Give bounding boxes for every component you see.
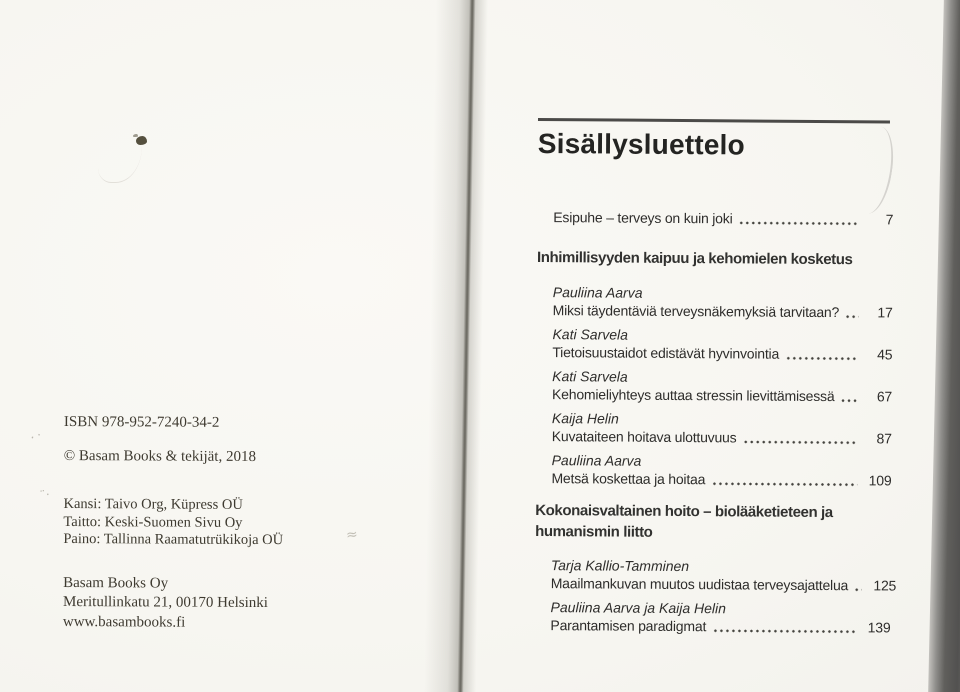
toc-entry (550, 556, 897, 595)
publisher-name: Basam Books Oy (63, 574, 169, 592)
entry-author: Kati Sarvela (552, 325, 629, 343)
colophon-credits (63, 496, 423, 550)
right-page-toc (534, 118, 897, 637)
section-heading: Kokonaisvaltainen hoito – biolääketieteen ja humanismin liitto (535, 501, 833, 541)
toc-entry (551, 451, 891, 490)
leader-dots (854, 587, 862, 592)
page-number: 87 (876, 429, 892, 446)
pencil-mark: ·˙ (27, 430, 43, 449)
toc-entry-preface (553, 208, 893, 229)
entry-author: Pauliina Aarva (551, 451, 642, 469)
section-entries (550, 556, 897, 637)
publisher-address: Meritullinkatu 21, 00170 Helsinki (62, 593, 269, 612)
colophon-isbn: ISBN 978-952-7240-34-2 (63, 414, 220, 431)
page-number: 17 (877, 303, 893, 320)
scratch-mark-left (98, 146, 142, 183)
entry-author: Tarja Kallio-Tamminen (550, 556, 690, 574)
leader-dots (711, 481, 857, 487)
entry-author: Kaija Helin (551, 409, 619, 427)
left-page-colophon (63, 414, 424, 634)
section-entries (551, 283, 892, 490)
toc-entry (552, 409, 892, 448)
section-heading: Inhimillisyyden kaipuu ja kehomielen kosketus (536, 248, 853, 269)
leader-dots (785, 355, 858, 361)
credit-print: Paino: Tallinna Raamatutrükikoja OÜ (63, 530, 284, 549)
ink-speck (136, 136, 147, 145)
entry-author: Pauliina Aarva (552, 283, 643, 301)
entry-title: Kuvataiteen hoitava ulottuvuus (551, 427, 737, 445)
leader-dots (738, 220, 859, 226)
pencil-mark: ¨· (38, 487, 51, 503)
toc-top-rule (538, 118, 890, 123)
entry-title: Miksi täydentäviä terveysnäkemyksiä tarvitaan? (552, 301, 840, 320)
page-number: 109 (868, 471, 892, 488)
entry-title: Esipuhe – terveys on kuin joki (553, 209, 733, 227)
page-number: 67 (876, 387, 893, 404)
entry-author: Kati Sarvela (552, 367, 628, 385)
page-number: 7 (885, 211, 894, 228)
credit-layout: Taitto: Keski-Suomen Sivu Oy (63, 513, 243, 531)
entry-title: Metsä koskettaa ja hoitaa (551, 469, 706, 487)
page-number: 125 (873, 576, 897, 594)
page-edge-shadow (928, 0, 960, 692)
entry-title: Parantamisen paradigmat (550, 616, 707, 634)
toc-entry (552, 325, 892, 364)
page-number: 45 (877, 345, 893, 362)
colophon-copyright: © Basam Books & tekijät, 2018 (63, 447, 257, 466)
toc-title: Sisällysluettelo (537, 127, 745, 161)
toc-entry (550, 598, 890, 637)
leader-dots (845, 314, 859, 319)
publisher-website: www.basambooks.fi (62, 613, 186, 631)
page-number: 139 (867, 618, 891, 635)
toc-entry (553, 283, 893, 322)
publisher-block (63, 573, 423, 633)
leader-dots (840, 398, 858, 403)
entry-author: Pauliina Aarva ja Kaija Helin (550, 598, 727, 616)
squiggle-mark: ≈ (345, 526, 359, 544)
leader-dots (742, 439, 857, 445)
toc-entry (552, 367, 892, 406)
entry-title: Tietoisuustaidot edistävät hyvinvointia (552, 343, 780, 362)
entry-title: Kehomieliyhteys auttaa stressin lievittämisessä (552, 385, 835, 404)
credit-cover: Kansi: Taivo Org, Küpress OÜ (63, 495, 243, 513)
leader-dots (712, 628, 856, 634)
book-spine (424, 0, 488, 692)
entry-title: Maailmankuvan muutos uudistaa terveysajattelua (550, 574, 849, 593)
